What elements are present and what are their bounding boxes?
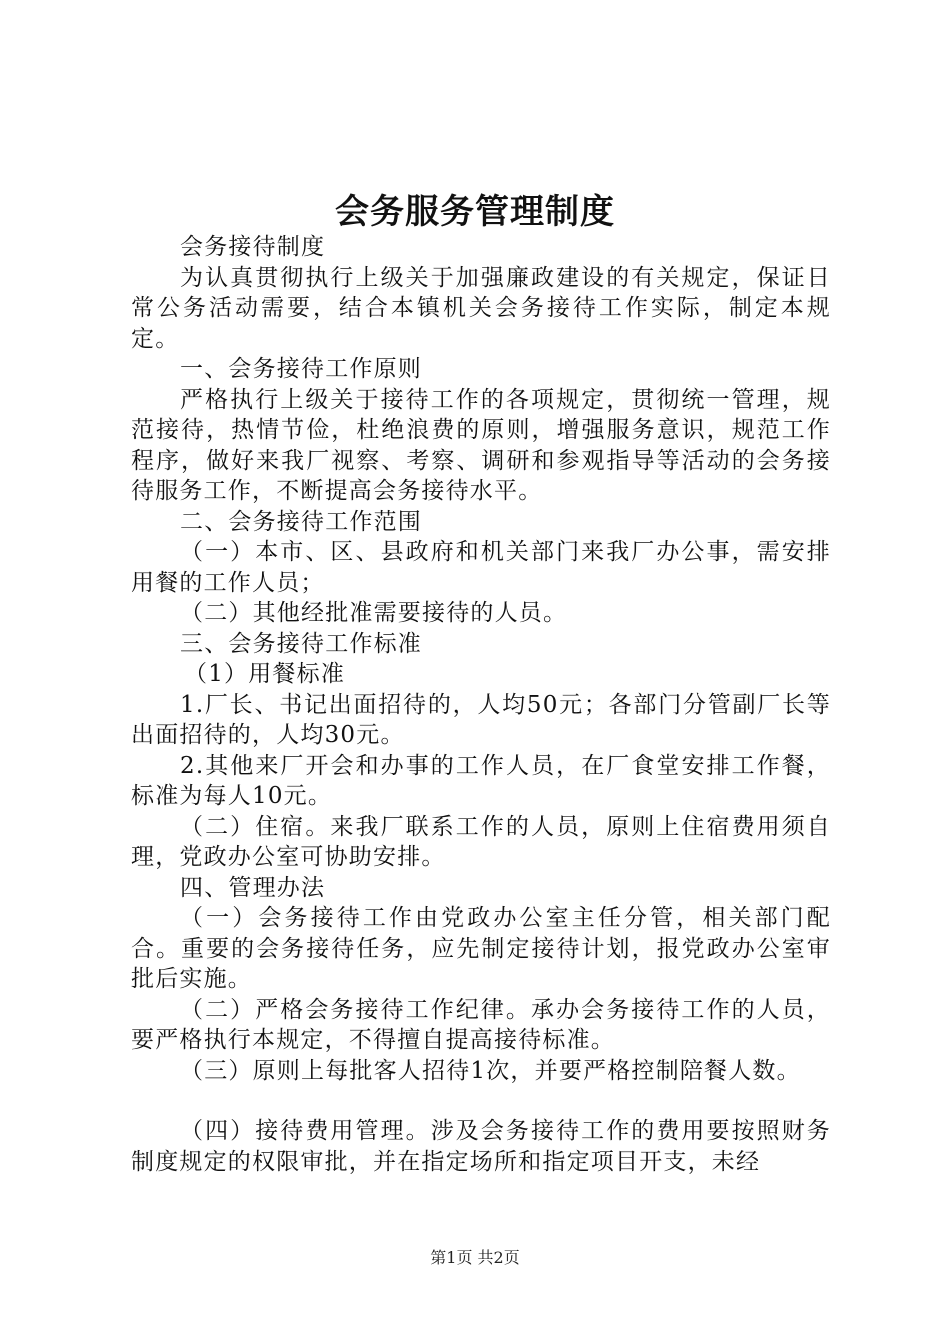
section-heading-4: 四、管理办法 [180,874,326,901]
paragraph: （四）接待费用管理。涉及会务接待工作的费用要按照财务制度规定的权限审批，并在指定场所和指定项目开支，未经 [131,1118,831,1175]
paragraph: 1.厂长、书记出面招待的，人均50元；各部门分管副厂长等出面招待的，人均30元。 [131,691,831,748]
paragraph: 为认真贯彻执行上级关于加强廉政建设的有关规定，保证日常公务活动需要，结合本镇机关会务接待工作实际，制定本规定。 [131,264,831,352]
paragraph: 严格执行上级关于接待工作的各项规定，贯彻统一管理，规范接待，热情节俭，杜绝浪费的原则，增强服务意识，规范工作程序，做好来我厂视察、考察、调研和参观指导等活动的会务接待服务工作，不断提高会务接待水平。 [131,386,831,504]
paragraph: （一）会务接待工作由党政办公室主任分管，相关部门配合。重要的会务接待任务，应先制定接待计划，报党政办公室审批后实施。 [131,905,831,992]
document-body [131,232,831,1177]
paragraph: （二）住宿。来我厂联系工作的人员，原则上住宿费用须自理，党政办公室可协助安排。 [131,813,831,870]
paragraph-heading: 会务接待制度 [180,234,326,260]
paragraph: （一）本市、区、县政府和机关部门来我厂办公事，需安排用餐的工作人员； [131,539,831,596]
page-footer: 第1页 共2页 [430,1248,520,1267]
paragraph: （二）其他经批准需要接待的人员。 [180,600,568,626]
paragraph: （三）原则上每批客人招待1次，并要严格控制陪餐人数。 [180,1057,801,1084]
paragraph-spacer [131,1086,831,1116]
document-title: 会务服务管理制度 [335,192,615,232]
paragraph: 2.其他来厂开会和办事的工作人员，在厂食堂安排工作餐，标准为每人10元。 [131,752,831,809]
sub-heading: （1）用餐标准 [184,661,346,687]
section-heading-3: 三、会务接待工作标准 [180,630,422,657]
section-heading-1: 一、会务接待工作原则 [180,356,422,382]
paragraph: （二）严格会务接待工作纪律。承办会务接待工作的人员，要严格执行本规定，不得擅自提高接待标准。 [131,996,831,1053]
section-heading-2: 二、会务接待工作范围 [180,508,422,535]
